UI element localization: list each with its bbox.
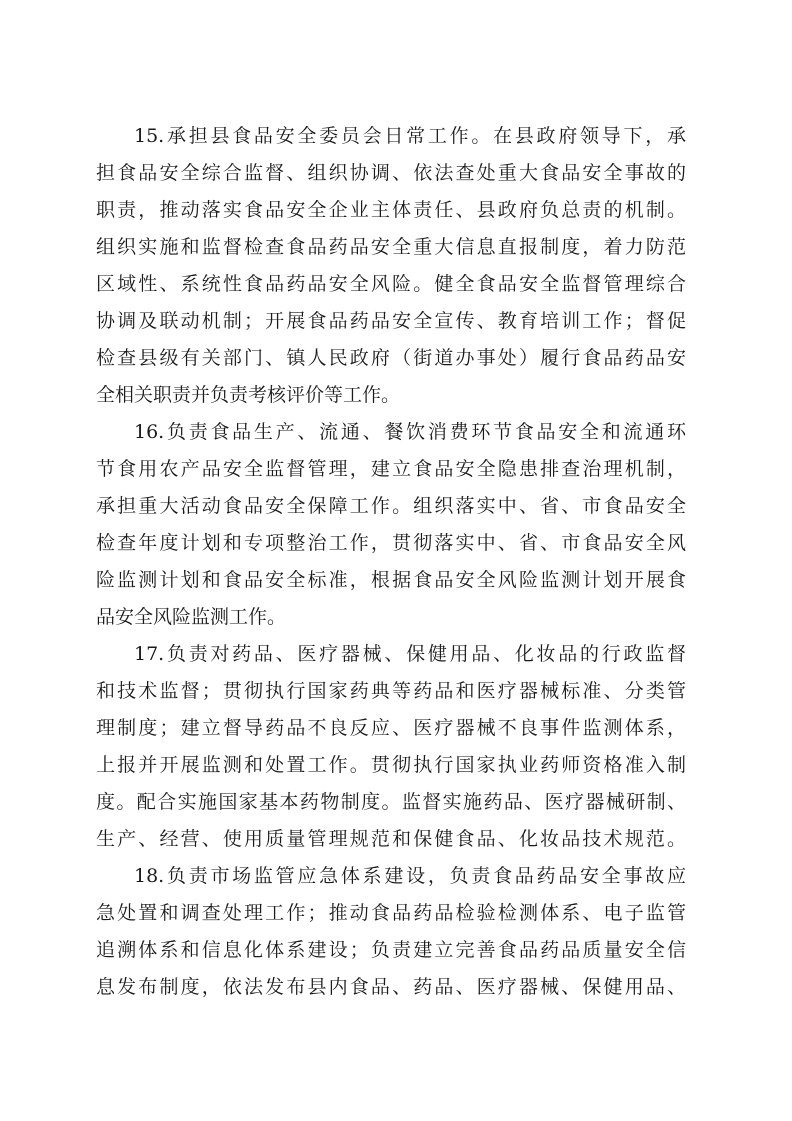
- document-body: [96, 118, 686, 1006]
- text-line: 品安全风险监测工作。: [96, 606, 287, 628]
- paragraph-17: [96, 636, 686, 858]
- text-line: 息发布制度，依法发布县内食品、药品、医疗器械、保健用品、: [96, 976, 686, 998]
- text-line: 全相关职责并负责考核评价等工作。: [96, 384, 401, 406]
- text-line: 和技术监督；贯彻执行国家药典等药品和医疗器械标准、分类管: [96, 680, 686, 702]
- text-line: 组织实施和监督检查食品药品安全重大信息直报制度，着力防范: [96, 236, 686, 258]
- text-line: 险监测计划和食品安全标准，根据食品安全风险监测计划开展食: [96, 569, 686, 591]
- text-line: 承担重大活动食品安全保障工作。组织落实中、省、市食品安全: [96, 495, 686, 517]
- text-line: 协调及联动机制；开展食品药品安全宣传、教育培训工作；督促: [96, 310, 686, 332]
- text-line: 度。配合实施国家基本药物制度。监督实施药品、医疗器械研制、: [96, 791, 686, 813]
- text-line: 16.负责食品生产、流通、餐饮消费环节食品安全和流通环: [134, 421, 686, 443]
- paragraph-15: [96, 118, 686, 414]
- text-line: 节食用农产品安全监督管理，建立食品安全隐患排查治理机制，: [96, 458, 686, 480]
- text-line: 急处置和调查处理工作；推动食品药品检验检测体系、电子监管: [96, 902, 686, 924]
- text-line: 18.负责市场监管应急体系建设，负责食品药品安全事故应: [134, 865, 686, 887]
- text-line: 职责，推动落实食品安全企业主体责任、县政府负总责的机制。: [96, 199, 686, 221]
- text-line: 检查县级有关部门、镇人民政府（街道办事处）履行食品药品安: [96, 347, 686, 369]
- text-line: 理制度；建立督导药品不良反应、医疗器械不良事件监测体系，: [96, 717, 686, 739]
- text-line: 担食品安全综合监督、组织协调、依法查处重大食品安全事故的: [96, 162, 686, 184]
- paragraph-18: [96, 858, 686, 1006]
- text-line: 15.承担县食品安全委员会日常工作。在县政府领导下，承: [134, 125, 686, 147]
- paragraph-16: [96, 414, 686, 636]
- text-line: 17.负责对药品、医疗器械、保健用品、化妆品的行政监督: [134, 643, 686, 665]
- text-line: 区域性、系统性食品药品安全风险。健全食品安全监督管理综合: [96, 273, 686, 295]
- text-line: 生产、经营、使用质量管理规范和保健食品、化妆品技术规范。: [96, 828, 686, 850]
- text-line: 追溯体系和信息化体系建设；负责建立完善食品药品质量安全信: [96, 939, 686, 961]
- text-line: 上报并开展监测和处置工作。贯彻执行国家执业药师资格准入制: [96, 754, 686, 776]
- text-line: 检查年度计划和专项整治工作，贯彻落实中、省、市食品安全风: [96, 532, 686, 554]
